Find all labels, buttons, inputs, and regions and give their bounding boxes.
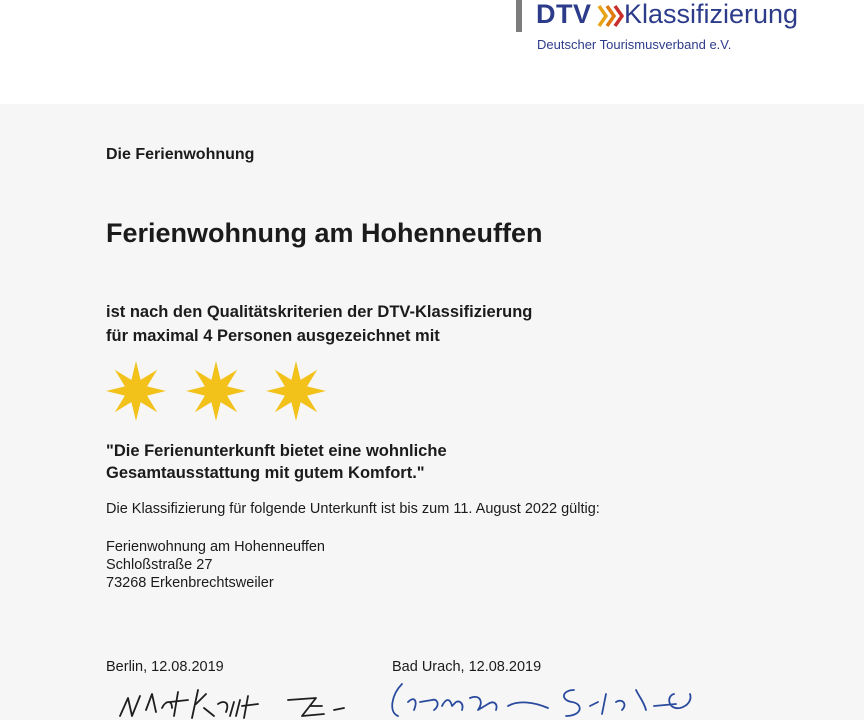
validity-text: Die Klassifizierung für folgende Unterkunft ist bis zum 11. August 2022 gültig: [106, 501, 600, 517]
address-name: Ferienwohnung am Hohenneuffen [106, 539, 326, 555]
quote-text [106, 440, 447, 484]
header-band [0, 0, 864, 104]
logo-bar [516, 0, 522, 32]
star-icon [186, 361, 246, 421]
star-icon [106, 361, 166, 421]
quote-line-2: Gesamtausstattung mit gutem Komfort." [106, 464, 425, 482]
signature-right [384, 680, 704, 720]
logo-word: Klassifizierung [624, 0, 799, 29]
criteria-line-2: für maximal 4 Personen ausgezeichnet mit [106, 327, 440, 345]
address-street: Schloßstraße 27 [106, 557, 213, 573]
logo-brand: DTV [536, 0, 592, 29]
criteria-text [106, 300, 532, 348]
place-date-right: Bad Urach, 12.08.2019 [392, 659, 542, 675]
address-city: 73268 Erkenbrechtsweiler [106, 575, 274, 591]
property-name: Ferienwohnung am Hohenneuffen [106, 218, 543, 248]
signature-left [118, 686, 358, 720]
dtv-logo [516, 0, 816, 60]
logo-subtitle: Deutscher Tourismusverband e.V. [537, 37, 732, 52]
place-date-left: Berlin, 12.08.2019 [106, 659, 224, 675]
quote-line-1: "Die Ferienunterkunft bietet eine wohnliche [106, 442, 447, 460]
intro-text: Die Ferienwohnung [106, 146, 255, 163]
star-rating [106, 360, 336, 424]
star-icon [266, 361, 326, 421]
address-block [106, 538, 325, 592]
criteria-line-1: ist nach den Qualitätskriterien der DTV-Klassifizierung [106, 303, 533, 321]
